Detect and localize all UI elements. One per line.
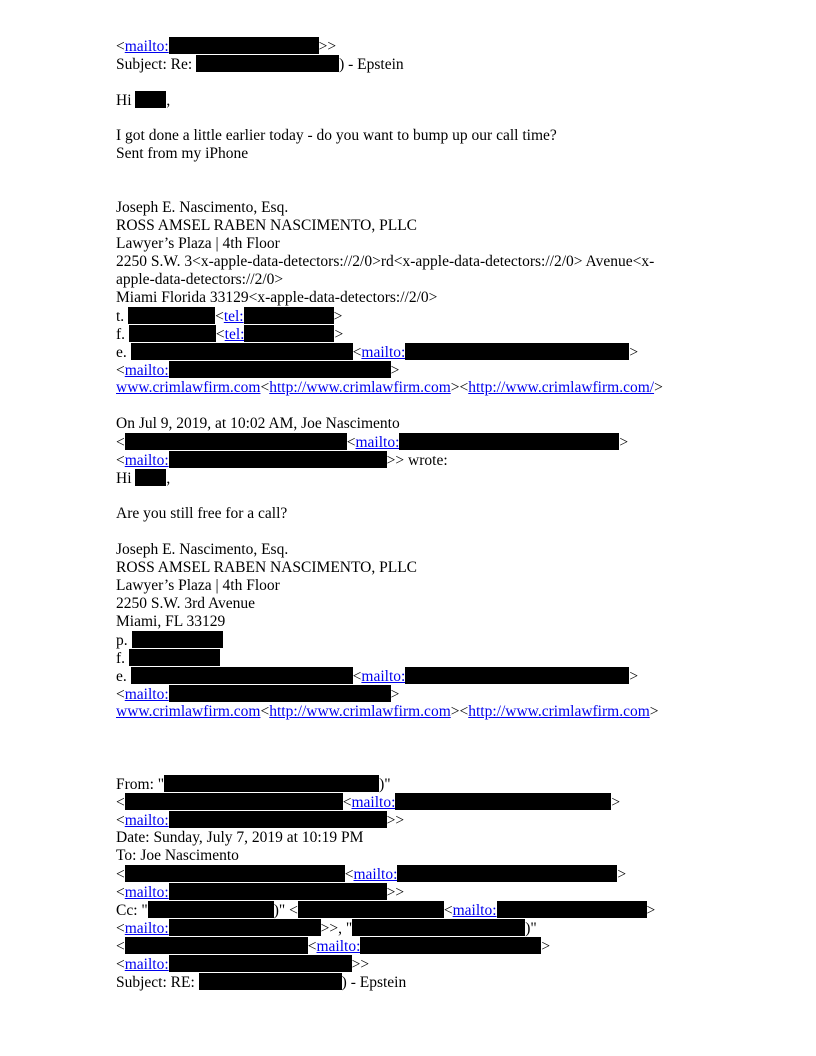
fwd-to: To: Joe Nascimento [116, 847, 239, 864]
fwd-from-line: From: " )" [116, 776, 391, 793]
redaction [405, 343, 629, 360]
mailto-link[interactable]: mailto: [361, 344, 406, 361]
website-link[interactable]: www.crimlawfirm.com [116, 379, 261, 396]
mailto-link[interactable]: mailto: [124, 452, 169, 469]
sig1-address-3: Miami Florida 33129<x-apple-data-detectors://2/0> [116, 289, 438, 306]
tel-link[interactable]: tel: [224, 326, 245, 343]
sig1-name: Joseph E. Nascimento, Esq. [116, 199, 289, 216]
sig2-suite: Lawyer’s Plaza | 4th Floor [116, 577, 280, 594]
redaction [148, 901, 274, 918]
redaction [169, 451, 387, 468]
redaction [135, 469, 166, 486]
redaction [352, 919, 525, 936]
redaction [399, 433, 619, 450]
mailto-link[interactable]: mailto: [124, 956, 169, 973]
redaction [131, 667, 353, 684]
fwd-cc-line-2: <mailto: >>, " )" [116, 920, 537, 937]
redaction [169, 361, 391, 378]
redaction [125, 865, 345, 882]
redaction [128, 307, 215, 324]
mailto-link[interactable]: mailto: [124, 38, 169, 55]
redaction [497, 901, 647, 918]
sig1-suite: Lawyer’s Plaza | 4th Floor [116, 235, 280, 252]
mailto-link[interactable]: mailto: [124, 884, 169, 901]
mailto-link[interactable]: mailto: [124, 812, 169, 829]
redaction [169, 955, 352, 972]
fwd-subject: Subject: RE: ) - Epstein [116, 974, 407, 991]
fwd-cc-line-3: < <mailto: > [116, 938, 551, 955]
sig1-email: e. <mailto: > [116, 344, 639, 361]
sig1-website: www.crimlawfirm.com<http://www.crimlawfirm.com><http://www.crimlawfirm.com/> [116, 379, 663, 396]
redaction [169, 37, 319, 54]
quoted-intro: On Jul 9, 2019, at 10:02 AM, Joe Nascimento [116, 415, 400, 432]
website-link[interactable]: http://www.crimlawfirm.com [269, 703, 451, 720]
redaction [397, 865, 617, 882]
redaction [169, 883, 387, 900]
redaction [129, 649, 220, 666]
redaction [132, 631, 223, 648]
fwd-to-mailto: <mailto: >> [116, 884, 405, 901]
mailto-link[interactable]: mailto: [353, 866, 398, 883]
reply-signoff: Sent from my iPhone [116, 145, 249, 162]
quoted-wrote-line: <mailto: >> wrote: [116, 452, 448, 469]
sig2-fax: f. [116, 649, 220, 668]
sig1-address-2: apple-data-detectors://2/0> [116, 271, 284, 288]
redaction [169, 811, 387, 828]
fwd-to-address: < <mailto: > [116, 866, 627, 883]
website-link[interactable]: http://www.crimlawfirm.com [269, 379, 451, 396]
redaction [199, 973, 342, 990]
reply-greeting: Hi , [116, 92, 171, 109]
sig1-email-mailto: <mailto: > [116, 362, 400, 379]
website-link[interactable]: http://www.crimlawfirm.com/ [468, 379, 655, 396]
redaction [196, 55, 339, 72]
reply-body: I got done a little earlier today - do you want to bump up our call time? [116, 127, 557, 144]
mailto-link[interactable]: mailto: [124, 920, 169, 937]
redaction [129, 325, 216, 342]
redaction [125, 433, 347, 450]
quoted-body: Are you still free for a call? [116, 505, 288, 522]
sig1-address-1: 2250 S.W. 3<x-apple-data-detectors://2/0>rd<x-apple-data-detectors://2/0> Avenue<x- [116, 253, 655, 270]
fwd-from-address: < <mailto: > [116, 794, 621, 811]
mailto-link[interactable]: mailto: [124, 362, 169, 379]
quoted-address-line: < <mailto: > [116, 434, 629, 451]
fwd-date: Date: Sunday, July 7, 2019 at 10:19 PM [116, 829, 364, 846]
redaction [244, 325, 334, 342]
sig2-name: Joseph E. Nascimento, Esq. [116, 541, 289, 558]
redaction [131, 343, 353, 360]
tel-link[interactable]: tel: [223, 308, 244, 325]
mailto-link[interactable]: mailto: [351, 794, 396, 811]
header-subject-line: Subject: Re: ) - Epstein [116, 56, 404, 73]
redaction [244, 307, 334, 324]
redaction [360, 937, 541, 954]
sig2-city: Miami, FL 33129 [116, 613, 226, 630]
mailto-link[interactable]: mailto: [361, 668, 406, 685]
fwd-cc-line-4: <mailto: >> [116, 956, 370, 973]
fwd-cc-line: Cc: " )" < <mailto: > [116, 902, 656, 919]
sig2-phone: p. [116, 631, 223, 650]
redaction [125, 793, 343, 810]
mailto-link[interactable]: mailto: [124, 686, 169, 703]
redaction [125, 937, 308, 954]
redaction [164, 775, 379, 792]
redaction [169, 685, 391, 702]
quoted-greeting: Hi , [116, 470, 171, 487]
sig2-email-mailto: <mailto: > [116, 686, 400, 703]
fwd-from-mailto: <mailto: >> [116, 812, 405, 829]
mailto-link[interactable]: mailto: [452, 902, 497, 919]
mailto-link[interactable]: mailto: [355, 434, 400, 451]
redaction [135, 91, 166, 108]
redaction [395, 793, 611, 810]
redaction [298, 901, 444, 918]
redaction [169, 919, 321, 936]
sig2-website: www.crimlawfirm.com<http://www.crimlawfirm.com><http://www.crimlawfirm.com> [116, 703, 659, 720]
sig2-street: 2250 S.W. 3rd Avenue [116, 595, 256, 612]
sig1-telephone: t. <tel: > [116, 308, 343, 325]
sig1-firm: ROSS AMSEL RABEN NASCIMENTO, PLLC [116, 217, 418, 234]
website-link[interactable]: www.crimlawfirm.com [116, 703, 261, 720]
redaction [405, 667, 629, 684]
sig2-email: e. <mailto: > [116, 668, 639, 685]
sig1-fax: f. <tel: > [116, 326, 344, 343]
sig2-firm: ROSS AMSEL RABEN NASCIMENTO, PLLC [116, 559, 418, 576]
header-mailto-line: <mailto: >> [116, 38, 337, 55]
website-link[interactable]: http://www.crimlawfirm.com [468, 703, 650, 720]
mailto-link[interactable]: mailto: [316, 938, 361, 955]
